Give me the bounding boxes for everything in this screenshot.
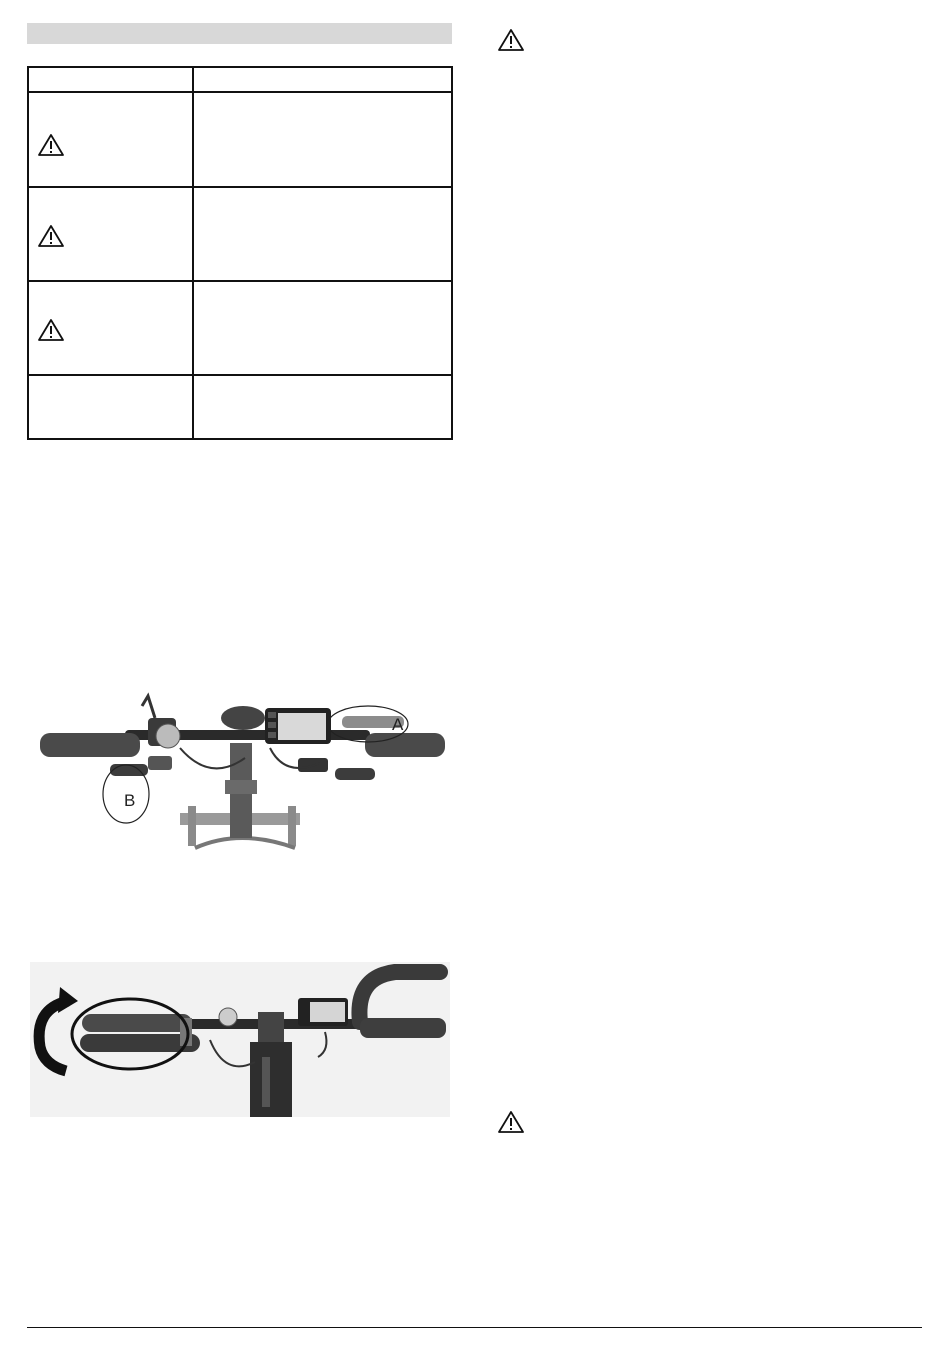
handlebar-photo-folding bbox=[30, 962, 450, 1117]
warning-triangle-icon bbox=[497, 28, 525, 52]
label-a: A bbox=[392, 715, 404, 734]
warning-triangle-icon bbox=[37, 224, 65, 248]
table-row bbox=[28, 375, 452, 439]
handlebar-photo-brakes bbox=[30, 688, 450, 850]
warning-triangle-icon bbox=[37, 133, 65, 157]
table-header-cell bbox=[193, 67, 452, 92]
warning-triangle-icon bbox=[497, 1110, 525, 1134]
symbol-cell bbox=[28, 375, 193, 439]
table-row bbox=[28, 92, 452, 187]
description-cell bbox=[193, 187, 452, 281]
description-cell bbox=[193, 92, 452, 187]
symbol-table bbox=[27, 66, 453, 440]
curved-arrow-icon bbox=[30, 987, 78, 1077]
footer-divider bbox=[27, 1327, 922, 1328]
section-header-bar bbox=[27, 23, 452, 44]
table-header-cell bbox=[28, 67, 193, 92]
table-header-row bbox=[28, 67, 452, 92]
symbol-cell bbox=[28, 92, 193, 187]
label-b: B bbox=[124, 791, 136, 810]
symbol-cell bbox=[28, 281, 193, 375]
description-cell bbox=[193, 375, 452, 439]
description-cell bbox=[193, 281, 452, 375]
warning-triangle-icon bbox=[37, 318, 65, 342]
table-row bbox=[28, 187, 452, 281]
table-row bbox=[28, 281, 452, 375]
symbol-cell bbox=[28, 187, 193, 281]
